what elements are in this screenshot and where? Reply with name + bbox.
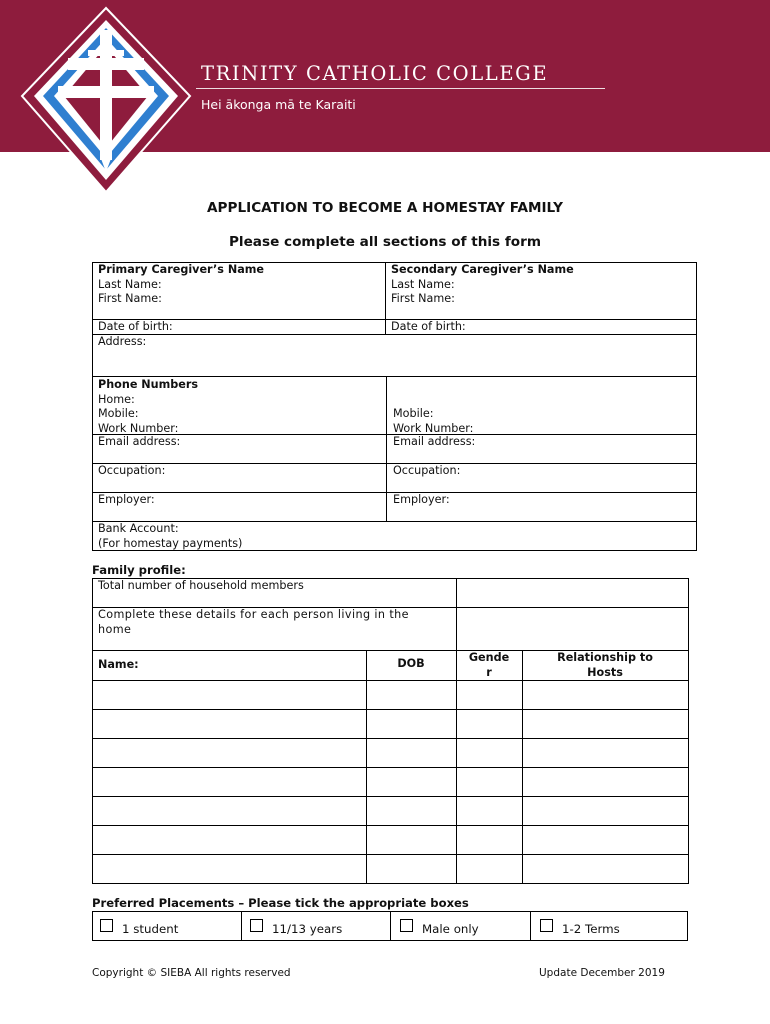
checkbox-1-student[interactable] xyxy=(100,919,113,932)
primary-mobile-label: Mobile: xyxy=(98,407,139,421)
family-profile-heading: Family profile: xyxy=(92,563,186,577)
bank-account-label: Bank Account: xyxy=(98,522,179,535)
family-member-row[interactable] xyxy=(93,768,688,796)
footer-updated: Update December 2019 xyxy=(539,967,665,979)
column-header-dob: DOB xyxy=(397,657,425,670)
family-member-row[interactable] xyxy=(93,797,688,825)
primary-home-phone-label: Home: xyxy=(98,392,135,406)
primary-dob-field[interactable]: Date of birth: xyxy=(98,320,173,333)
bank-account-note: (For homestay payments) xyxy=(98,536,243,550)
phone-numbers-heading: Phone Numbers xyxy=(98,378,199,391)
family-member-row[interactable] xyxy=(93,710,688,738)
option-1-student-label: 1 student xyxy=(122,922,179,936)
secondary-caregiver-heading: Secondary Caregiver’s Name xyxy=(391,263,574,276)
address-field[interactable]: Address: xyxy=(98,335,147,348)
column-header-gender-line2: r xyxy=(486,665,492,679)
column-header-gender-line1: Gende xyxy=(468,651,510,664)
option-male-only-label: Male only xyxy=(422,922,479,936)
household-total-input[interactable] xyxy=(457,579,688,607)
college-crest-logo xyxy=(18,6,194,196)
secondary-email-field[interactable]: Email address: xyxy=(393,435,476,448)
column-header-gender xyxy=(456,651,522,680)
primary-caregiver-heading: Primary Caregiver’s Name xyxy=(98,263,264,276)
option-11-13-years-label: 11/13 years xyxy=(272,922,343,936)
bank-account-field[interactable] xyxy=(92,521,242,551)
checkbox-male-only[interactable] xyxy=(400,919,413,932)
family-member-row[interactable] xyxy=(93,826,688,854)
secondary-caregiver-cell[interactable] xyxy=(385,262,574,307)
primary-last-name-label: Last Name: xyxy=(98,277,162,291)
secondary-first-name-label: First Name: xyxy=(391,292,455,306)
family-member-row[interactable] xyxy=(93,855,688,883)
column-header-name: Name: xyxy=(98,658,139,671)
primary-work-number-label: Work Number: xyxy=(98,421,179,435)
primary-phone-cell[interactable] xyxy=(92,377,198,436)
secondary-occupation-field[interactable]: Occupation: xyxy=(393,464,461,477)
primary-first-name-label: First Name: xyxy=(98,292,162,306)
column-header-relationship-line2: Hosts xyxy=(587,665,623,679)
primary-occupation-field[interactable]: Occupation: xyxy=(98,464,166,477)
secondary-work-number-label: Work Number: xyxy=(393,421,474,435)
primary-caregiver-cell[interactable] xyxy=(92,262,264,307)
details-instructions xyxy=(92,607,409,637)
form-subtitle: Please complete all sections of this form xyxy=(228,234,542,250)
checkbox-1-2-terms[interactable] xyxy=(540,919,553,932)
secondary-employer-field[interactable]: Employer: xyxy=(393,493,450,506)
option-1-2-terms-label: 1-2 Terms xyxy=(562,922,620,936)
family-member-row[interactable] xyxy=(93,739,688,767)
primary-employer-field[interactable]: Employer: xyxy=(98,493,155,506)
banner-divider xyxy=(196,88,605,89)
preferred-placements-heading: Preferred Placements – Please tick the appropriate boxes xyxy=(92,896,469,910)
secondary-dob-field[interactable]: Date of birth: xyxy=(391,320,466,333)
column-header-relationship-line1: Relationship to xyxy=(557,651,653,664)
school-motto: Hei ākonga mā te Karaiti xyxy=(201,97,356,112)
details-instructions-line1: Complete these details for each person living in the xyxy=(98,608,409,621)
household-total-label: Total number of household members xyxy=(98,579,304,592)
column-header-relationship xyxy=(522,651,688,680)
primary-email-field[interactable]: Email address: xyxy=(98,435,181,448)
family-member-row[interactable] xyxy=(93,681,688,709)
school-name: TRINITY CATHOLIC COLLEGE xyxy=(201,62,549,85)
form-title: APPLICATION TO BECOME A HOMESTAY FAMILY xyxy=(207,200,563,216)
secondary-phone-cell[interactable] xyxy=(387,406,473,436)
secondary-last-name-label: Last Name: xyxy=(391,277,455,291)
checkbox-11-13-years[interactable] xyxy=(250,919,263,932)
details-instructions-line2: home xyxy=(98,622,132,636)
footer-copyright: Copyright © SIEBA All rights reserved xyxy=(92,967,291,979)
secondary-mobile-label: Mobile: xyxy=(393,407,434,420)
